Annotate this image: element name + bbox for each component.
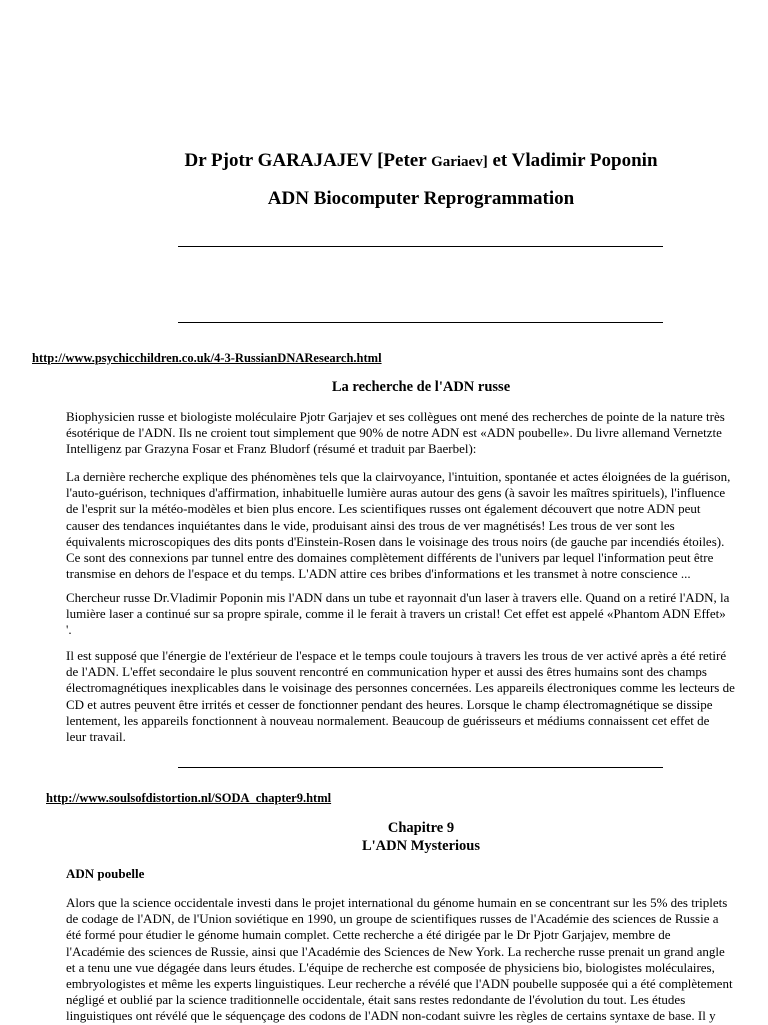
paragraph-line: lumière laser a continué sur sa propre spirale, comme il le ferait à travers un cristal! Cet effet est appelé «Phantom ADN Effet»: [66, 606, 726, 622]
document-subtitle: ADN Biocomputer Reprogrammation: [267, 188, 575, 209]
paragraph: [66, 590, 768, 639]
paragraph-line: linguistiques ont révélé que le séquençage des codons de l'ADN non-codant suivre les règles de certains syntaxe de base. Il y: [66, 1008, 716, 1024]
paragraph: [66, 469, 768, 582]
horizontal-rule: [178, 767, 663, 768]
paragraph-line: Il est supposé que l'énergie de l'extérieur de l'espace et le temps coule toujours à travers les trous de ver activé après a été retiré: [66, 648, 727, 663]
paragraph-line: de codage de l'ADN, de l'Union soviétique en 1990, un groupe de scientifiques russes de l'Académie des sciences de Russie a: [66, 911, 719, 927]
paragraph-line: équivalents microscopiques des dits ponts d'Einstein-Rosen dans le voisinage des trous noirs (de gauche par incendiés étoiles).: [66, 533, 725, 549]
paragraph-line: Biophysicien russe et biologiste moléculaire Pjotr Garjajev et ses collègues ont mené des recherches de pointe de la nature très: [66, 409, 725, 424]
section-heading: La recherche de l'ADN russe: [331, 379, 511, 395]
paragraph-line: Intelligenz par Grazyna Fosar et Franz Bludorf (résumé et traduit par Baerbel):: [66, 441, 477, 457]
paragraph-line: '.: [66, 622, 72, 638]
paragraph-line: embryologistes et même les experts linguistiques. Leur recherche a révélé que l'ADN poubelle supposée qui a été complètement: [66, 976, 733, 992]
horizontal-rule: [178, 246, 663, 247]
paragraph-line: et a tenu une vue dégagée dans leurs études. L'équipe de recherche est composée de physiciens bio, biologistes moléculaires,: [66, 959, 715, 975]
paragraph: [66, 409, 768, 458]
paragraph: [66, 895, 768, 1025]
paragraph-line: l'Académie des sciences de Russie, ainsi que l'Académie des Sciences de New York. La recherche russe prenait un grand angle: [66, 943, 725, 959]
document-title: [0, 150, 768, 172]
source-link-1[interactable]: http://www.psychicchildren.co.uk/4-3-RussianDNAResearch.html: [32, 351, 382, 365]
paragraph-line: de l'esprit sur la météo-modèles et bien plus encore. Les scientifiques russes ont également découvert que notre ADN peut: [66, 501, 701, 517]
chapter-title: L'ADN Mysterious: [361, 838, 480, 854]
paragraph-line: Ce sont des connexions par tunnel entre des domaines complètement différents de l'univers par lequel l'information peut être: [66, 550, 714, 566]
paragraph-line: lentement, les appareils fonctionnent à nouveau normalement. Beaucoup de guérisseurs et médiums connaissent cet effet de: [66, 712, 710, 728]
paragraph-line: Chercheur russe Dr.Vladimir Poponin mis l'ADN dans un tube et rayonnait d'un laser à travers elle. Quand on a retiré l'ADN, la: [66, 590, 730, 605]
source-link-2[interactable]: http://www.soulsofdistortion.nl/SODA_chapter9.html: [46, 791, 332, 805]
chapter-number: Chapitre 9: [387, 820, 455, 836]
chapter-heading: [0, 819, 768, 855]
paragraph-line: leur travail.: [66, 729, 126, 745]
paragraph-line: transmise en dehors de l'espace et du temps. L'ADN attire ces bribes d'informations et les transmet à notre conscience ...: [66, 566, 691, 582]
paragraph-line: ésotérique de l'ADN. Ils ne croient tout simplement que 90% de notre ADN est «ADN poubelle». Du livre allemand Vernetzte: [66, 425, 722, 441]
paragraph-line: La dernière recherche explique des phénomènes tels que la clairvoyance, l'intuition, spontanée et actes éloignées de la guérison,: [66, 469, 731, 484]
subheading: ADN poubelle: [66, 866, 145, 881]
horizontal-rule: [178, 322, 663, 323]
title-coauthor: et Vladimir Poponin: [492, 150, 658, 171]
paragraph-line: été formé pour étudier le génome humain complet. Cette recherche a été dirigée par le Dr Pjotr Garjajev, membre de: [66, 927, 671, 943]
paragraph-line: CD et autres peuvent être irrités et cesser de fonctionner pendant des heures. Lorsque le champ électromagnétique se dissipe: [66, 696, 713, 712]
paragraph-line: électromagnétiques inexplicables dans le voisinage des personnes concernées. Les appareils électroniques comme les lecteurs de: [66, 680, 735, 696]
paragraph-line: Alors que la science occidentale investi dans le projet international du génome humain en se concentrant sur les 5% des triplets: [66, 895, 728, 910]
title-alt-name: Gariaev]: [431, 154, 488, 170]
paragraph-line: négligé et oublié par la science traditionnelle occidentale, était sans restes redondante de l'évolution du tout. Les études: [66, 992, 686, 1008]
title-name: Dr Pjotr GARAJAJEV [Peter: [184, 150, 427, 171]
paragraph-line: de l'ADN. L'effet secondaire le plus souvent rencontré en communication hyper et aussi des êtres humains sont des champs: [66, 664, 707, 680]
paragraph-line: l'auto-guérison, techniques d'affirmation, inhabituelle lumière auras autour des gens (à savoir les maîtres spirituels), l'influence: [66, 485, 726, 501]
paragraph: [66, 648, 768, 745]
paragraph-line: causer des tendances inquiétantes dans le vide, produisant ainsi des trous de ver magnétisés! Les trous de ver sont les: [66, 517, 675, 533]
